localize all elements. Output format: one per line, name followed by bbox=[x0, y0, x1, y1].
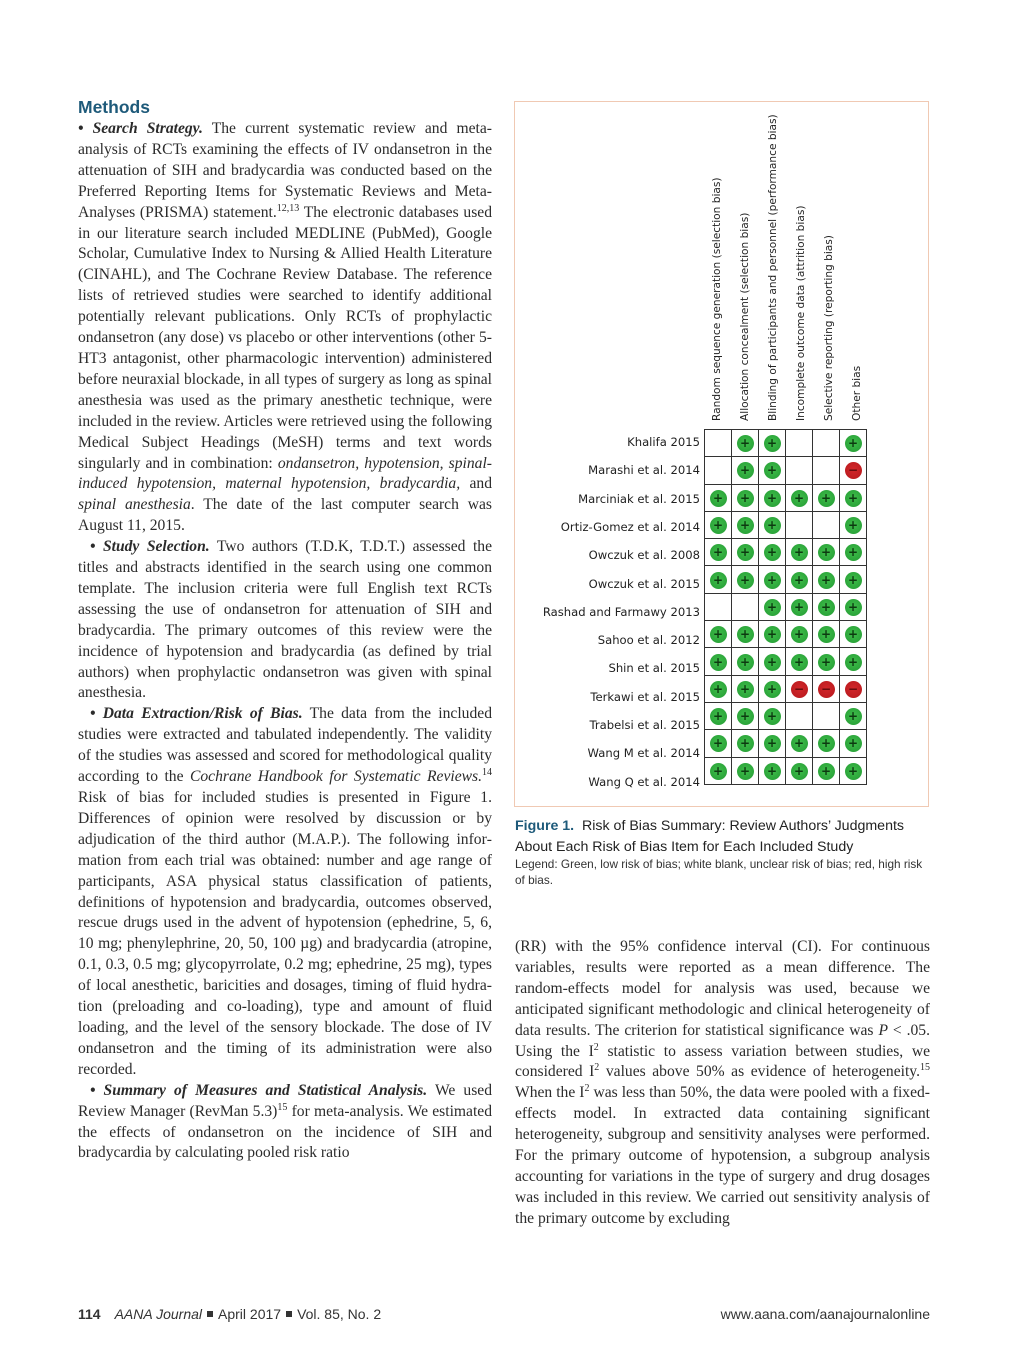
grid-cell bbox=[732, 457, 759, 484]
grid-cell bbox=[786, 757, 813, 784]
grid-cell bbox=[813, 430, 840, 457]
grid-cell bbox=[840, 648, 867, 675]
low-risk-plus-icon: + bbox=[845, 654, 862, 671]
low-risk-plus-icon: + bbox=[764, 435, 781, 452]
grid-cell bbox=[786, 702, 813, 729]
low-risk-plus-icon: + bbox=[737, 708, 754, 725]
grid-row bbox=[705, 648, 867, 675]
grid-cell bbox=[732, 511, 759, 538]
study-label: Trabelsi et al. 2015 bbox=[589, 718, 700, 732]
low-risk-plus-icon: + bbox=[818, 490, 835, 507]
citation-ref: 15 bbox=[920, 1062, 930, 1074]
grid-cell bbox=[759, 484, 786, 511]
column-header: Blinding of participants and personnel (performance bias) bbox=[767, 114, 779, 421]
low-risk-plus-icon: + bbox=[845, 599, 862, 616]
low-risk-plus-icon: + bbox=[791, 572, 808, 589]
figure-title: Figure 1. Risk of Bias Summary: Review Authors’ Judgments About Each Risk of Bias Item for Each Included Study bbox=[515, 818, 904, 855]
left-column bbox=[78, 96, 492, 1164]
grid-cell bbox=[813, 593, 840, 620]
grid-cell bbox=[840, 757, 867, 784]
grid-row bbox=[705, 702, 867, 729]
grid-cell bbox=[705, 730, 732, 757]
low-risk-plus-icon: + bbox=[791, 626, 808, 643]
low-risk-plus-icon: + bbox=[845, 626, 862, 643]
grid-cell bbox=[732, 702, 759, 729]
journal-url: www.aana.com/aanajournalonline bbox=[720, 1306, 930, 1322]
journal-name: AANA Journal bbox=[114, 1306, 203, 1322]
low-risk-plus-icon: + bbox=[710, 626, 727, 643]
low-risk-plus-icon: + bbox=[737, 654, 754, 671]
low-risk-plus-icon: + bbox=[764, 599, 781, 616]
grid-row bbox=[705, 511, 867, 538]
paragraph-study-selection: • Study Selection. Two authors (T.D.K, T.D.T.) assessed the titles and abstracts identified in the search using one common template. The inclusion criteria were full English text RCTs assessing the use of ondansetron for attenuation of SIH and bradycardia. The primary outcomes of this review were the incidence of hypotension and bradycardia (as defined by trial authors) when prophylactic ondansetron was given with spinal anesthesia. bbox=[78, 538, 492, 702]
grid-cell bbox=[732, 675, 759, 702]
grid-cell bbox=[813, 702, 840, 729]
low-risk-plus-icon: + bbox=[818, 735, 835, 752]
grid-cell bbox=[786, 566, 813, 593]
grid-cell bbox=[840, 484, 867, 511]
section-heading-methods: Methods bbox=[78, 97, 150, 117]
grid-row bbox=[705, 621, 867, 648]
grid-cell bbox=[759, 702, 786, 729]
study-label: Ortiz-Gomez et al. 2014 bbox=[560, 519, 700, 534]
column-header: Random sequence generation (selection bias) bbox=[711, 177, 723, 421]
grid-cell bbox=[705, 484, 732, 511]
grid-cell bbox=[732, 648, 759, 675]
grid-cell bbox=[813, 539, 840, 566]
study-label: Terkawi et al. 2015 bbox=[590, 689, 700, 704]
separator-square-icon bbox=[207, 1311, 213, 1317]
paragraph-data-extraction: • Data Extraction/Risk of Bias. The data from the included studies were extracted and tabulated independently. The validity of the studies was assessed and scored for methodological quality according to the Cochrane Handbook for Systematic Reviews.$^{14}$ Risk of bias for included studies is presented in Figure 1. Differences of opinion were resolved by discussion or by adjudication of the third author (M.A.P.). The following information from each trial was obtained: number and age range of participants, ASA physical status classification of patients, definitions of hypotension and bradycardia, outcomes observed, rescue drugs used in the advent of hypotension (ephedrine, 5, 6, 10 mg; phenylephrine, 20, 50, 100 µg) and bradycardia (atropine, 0.1, 0.3, 0.5 mg; glycopyrrolate, 0.2 mg; ephedrine, 25 mg), types of local anesthetic, baricities and dosages, timing of fluid hydration (preloading and co-loading), type and amount of fluid loading, and the level of the sensory blockade. The dose of IV ondansetron and the timing of its administration were also recorded. bbox=[78, 705, 492, 1078]
low-risk-plus-icon: + bbox=[764, 654, 781, 671]
low-risk-plus-icon: + bbox=[818, 599, 835, 616]
grid-cell bbox=[813, 566, 840, 593]
grid-row bbox=[705, 675, 867, 702]
grid-cell bbox=[786, 430, 813, 457]
low-risk-plus-icon: + bbox=[710, 708, 727, 725]
low-risk-plus-icon: + bbox=[710, 654, 727, 671]
low-risk-plus-icon: + bbox=[710, 735, 727, 752]
paragraph-search-strategy: • Search Strategy. The current systematic review and meta-analysis of RCTs examining the effects of IV ondansetron in the attenuation of SIH and bradycardia was conducted based on the Preferred Reporting Items for Systematic Reviews and Meta-Analyses (PRISMA) statement.$^{12,13}$ The electronic databases used in our literature search included MEDLINE (PubMed), Google Scholar, Cumulative Index to Nursing & Allied Health Literature (CINAHL), and The Cochrane Review Database. The reference lists of retrieved studies were searched to identify additional potentially relevant publications. Only RCTs of prophylactic ondansetron (any dose) vs placebo or other interventions (other 5-HT3 antagonist, other pharmacologic intervention) administered before neuraxial blockade, in all types of surgery as long as spinal anesthesia was used as the primary anesthetic technique, were included in the review. Articles were retrieved using the following Medical Subject Headings (MeSH) terms and text words singularly and in combination: ondansetron, hypotension, spinal-induced hypotension, maternal hypotension, bradycardia, and spinal anesthesia. The date of the last computer search was August 11, 2015. bbox=[78, 120, 493, 535]
figure-caption bbox=[515, 816, 930, 888]
grid-cell bbox=[840, 702, 867, 729]
low-risk-plus-icon: + bbox=[737, 681, 754, 698]
grid-cell bbox=[813, 757, 840, 784]
study-label: Khalifa 2015 bbox=[627, 435, 700, 449]
grid-cell bbox=[759, 457, 786, 484]
grid-cell bbox=[840, 511, 867, 538]
low-risk-plus-icon: + bbox=[791, 544, 808, 561]
grid-cell bbox=[840, 593, 867, 620]
figure-legend: Legend: Green, low risk of bias; white blank, unclear risk of bias; red, high risk of bias. bbox=[515, 857, 923, 887]
grid-cell bbox=[759, 430, 786, 457]
grid-cell bbox=[786, 621, 813, 648]
study-label: Shin et al. 2015 bbox=[608, 661, 700, 676]
low-risk-plus-icon: + bbox=[845, 517, 862, 534]
low-risk-plus-icon: + bbox=[764, 763, 781, 780]
page-number: 114 bbox=[78, 1306, 101, 1322]
subheading-search-strategy: • Search Strategy. bbox=[78, 120, 203, 137]
grid-cell bbox=[705, 430, 732, 457]
subheading-data-extraction: • Data Extraction/Risk of Bias. bbox=[90, 705, 303, 723]
grid-cell bbox=[840, 566, 867, 593]
grid-cell bbox=[840, 430, 867, 457]
grid-cell bbox=[786, 484, 813, 511]
low-risk-plus-icon: + bbox=[737, 626, 754, 643]
low-risk-plus-icon: + bbox=[710, 763, 727, 780]
low-risk-plus-icon: + bbox=[818, 572, 835, 589]
grid-row bbox=[705, 757, 867, 784]
low-risk-plus-icon: + bbox=[737, 462, 754, 479]
grid-cell bbox=[786, 511, 813, 538]
grid-cell bbox=[732, 593, 759, 620]
low-risk-plus-icon: + bbox=[818, 763, 835, 780]
low-risk-plus-icon: + bbox=[737, 517, 754, 534]
grid-cell bbox=[813, 621, 840, 648]
low-risk-plus-icon: + bbox=[764, 572, 781, 589]
study-label: Wang Q et al. 2014 bbox=[588, 774, 700, 789]
grid-cell bbox=[732, 539, 759, 566]
low-risk-plus-icon: + bbox=[764, 462, 781, 479]
low-risk-plus-icon: + bbox=[710, 490, 727, 507]
low-risk-plus-icon: + bbox=[737, 763, 754, 780]
grid-cell bbox=[759, 757, 786, 784]
grid-row bbox=[705, 730, 867, 757]
grid-cell bbox=[840, 539, 867, 566]
low-risk-plus-icon: + bbox=[710, 572, 727, 589]
grid-cell bbox=[705, 457, 732, 484]
low-risk-plus-icon: + bbox=[845, 763, 862, 780]
subheading-summary-measures: • Summary of Measures and Statistical Analysis. bbox=[90, 1081, 428, 1099]
low-risk-plus-icon: + bbox=[845, 708, 862, 725]
low-risk-plus-icon: + bbox=[845, 490, 862, 507]
grid-cell bbox=[813, 484, 840, 511]
low-risk-plus-icon: + bbox=[764, 626, 781, 643]
low-risk-plus-icon: + bbox=[791, 654, 808, 671]
grid-cell bbox=[759, 539, 786, 566]
high-risk-minus-icon: − bbox=[845, 462, 862, 479]
low-risk-plus-icon: + bbox=[737, 572, 754, 589]
grid-cell bbox=[840, 730, 867, 757]
grid-cell bbox=[732, 621, 759, 648]
low-risk-plus-icon: + bbox=[818, 626, 835, 643]
low-risk-plus-icon: + bbox=[818, 654, 835, 671]
high-risk-minus-icon: − bbox=[791, 681, 808, 698]
grid-cell bbox=[759, 566, 786, 593]
grid-cell bbox=[786, 648, 813, 675]
high-risk-minus-icon: − bbox=[818, 681, 835, 698]
grid-cell bbox=[786, 730, 813, 757]
grid-cell bbox=[759, 675, 786, 702]
low-risk-plus-icon: + bbox=[737, 435, 754, 452]
grid-cell bbox=[813, 675, 840, 702]
grid-cell bbox=[840, 675, 867, 702]
low-risk-plus-icon: + bbox=[845, 544, 862, 561]
low-risk-plus-icon: + bbox=[845, 435, 862, 452]
citation-ref: 14 bbox=[482, 767, 492, 779]
grid-cell bbox=[705, 757, 732, 784]
low-risk-plus-icon: + bbox=[818, 544, 835, 561]
grid-cell bbox=[705, 702, 732, 729]
paragraph-statistical-analysis-continued: (RR) with the 95% confidence interval (CI). For continuous variables, results were reported as a mean difference. The random-effects model for analysis was used, because we anticipated significant methodologic and clinical heterogeneity of data results. The criterion for statistical significance was P < .05. Using the $I^2$ statistic to assess variation between studies, we considered $I^2$ values above 50% as evidence of heterogeneity.$^{15}$ When the $I^2$ was less than 50%, the data were pooled with a fixed-effects model. In extracted data containing significant heterogeneity, subgroup and sensitivity analyses were performed. For the primary outcome of hypotension, a subgroup analysis accounting for variations in the type of surgery and drug dosages was included in this review. We carried out sensitivity analysis of the primary outcome by excluding bbox=[515, 938, 931, 1227]
grid-row bbox=[705, 539, 867, 566]
paragraph-summary-measures: • Summary of Measures and Statistical Analysis. We used Review Manager (RevMan 5.3)$^{15}$ for meta-analysis. We estimated the effects of ondansetron on the incidence of SIH and bradycardia by calculating pooled risk ratio bbox=[78, 1081, 492, 1162]
grid-cell bbox=[813, 648, 840, 675]
grid-cell bbox=[759, 593, 786, 620]
grid-cell bbox=[786, 539, 813, 566]
low-risk-plus-icon: + bbox=[710, 544, 727, 561]
subheading-study-selection: • Study Selection. bbox=[90, 538, 210, 556]
grid-cell bbox=[786, 457, 813, 484]
grid-row bbox=[705, 430, 867, 457]
study-label: Owczuk et al. 2008 bbox=[588, 548, 700, 563]
grid-cell bbox=[705, 593, 732, 620]
grid-cell bbox=[759, 511, 786, 538]
study-label: Marciniak et al. 2015 bbox=[578, 491, 700, 506]
grid-cell bbox=[705, 511, 732, 538]
study-label: Owczuk et al. 2015 bbox=[588, 576, 700, 591]
grid-cell bbox=[786, 675, 813, 702]
grid-cell bbox=[759, 648, 786, 675]
low-risk-plus-icon: + bbox=[791, 599, 808, 616]
separator-square-icon bbox=[286, 1311, 292, 1317]
low-risk-plus-icon: + bbox=[791, 763, 808, 780]
figure-label: Figure 1. bbox=[515, 818, 575, 834]
column-header: Allocation concealment (selection bias) bbox=[739, 212, 751, 421]
grid-cell bbox=[705, 675, 732, 702]
low-risk-plus-icon: + bbox=[710, 517, 727, 534]
low-risk-plus-icon: + bbox=[737, 544, 754, 561]
high-risk-minus-icon: − bbox=[845, 681, 862, 698]
low-risk-plus-icon: + bbox=[764, 544, 781, 561]
grid-cell bbox=[705, 648, 732, 675]
grid-cell bbox=[759, 621, 786, 648]
grid-row bbox=[705, 566, 867, 593]
grid-cell bbox=[759, 730, 786, 757]
grid-cell bbox=[732, 566, 759, 593]
study-label: Sahoo et al. 2012 bbox=[597, 633, 700, 648]
grid-cell bbox=[813, 511, 840, 538]
grid-cell bbox=[732, 484, 759, 511]
column-header: Other bias bbox=[851, 365, 863, 421]
grid-cell bbox=[840, 621, 867, 648]
grid-cell bbox=[813, 730, 840, 757]
study-label: Wang M et al. 2014 bbox=[587, 746, 700, 761]
volume-issue: Vol. 85, No. 2 bbox=[297, 1306, 382, 1322]
low-risk-plus-icon: + bbox=[791, 490, 808, 507]
grid-row bbox=[705, 457, 867, 484]
grid-row bbox=[705, 484, 867, 511]
grid-cell bbox=[705, 539, 732, 566]
citation-ref: 15 bbox=[277, 1101, 288, 1113]
low-risk-plus-icon: + bbox=[845, 572, 862, 589]
low-risk-plus-icon: + bbox=[764, 708, 781, 725]
grid-cell bbox=[705, 566, 732, 593]
grid-cell bbox=[732, 730, 759, 757]
low-risk-plus-icon: + bbox=[764, 517, 781, 534]
citation-ref: 12,13 bbox=[276, 202, 300, 214]
grid-cell bbox=[732, 757, 759, 784]
risk-of-bias-grid bbox=[704, 429, 867, 785]
column-header: Selective reporting (reporting bias) bbox=[823, 235, 835, 421]
page-footer bbox=[78, 1306, 930, 1322]
low-risk-plus-icon: + bbox=[737, 490, 754, 507]
column-header: Incomplete outcome data (attrition bias) bbox=[795, 205, 807, 421]
low-risk-plus-icon: + bbox=[737, 735, 754, 752]
grid-cell bbox=[813, 457, 840, 484]
grid-cell bbox=[840, 457, 867, 484]
grid-cell bbox=[705, 621, 732, 648]
grid-row bbox=[705, 593, 867, 620]
low-risk-plus-icon: + bbox=[710, 681, 727, 698]
grid-cell bbox=[732, 430, 759, 457]
study-label: Marashi et al. 2014 bbox=[588, 463, 700, 478]
low-risk-plus-icon: + bbox=[764, 490, 781, 507]
issue-date: April 2017 bbox=[218, 1306, 282, 1322]
low-risk-plus-icon: + bbox=[764, 735, 781, 752]
study-label: Rashad and Farmawy 2013 bbox=[542, 604, 700, 619]
low-risk-plus-icon: + bbox=[764, 681, 781, 698]
right-column bbox=[515, 937, 930, 1230]
grid-cell bbox=[786, 593, 813, 620]
low-risk-plus-icon: + bbox=[791, 735, 808, 752]
low-risk-plus-icon: + bbox=[845, 735, 862, 752]
